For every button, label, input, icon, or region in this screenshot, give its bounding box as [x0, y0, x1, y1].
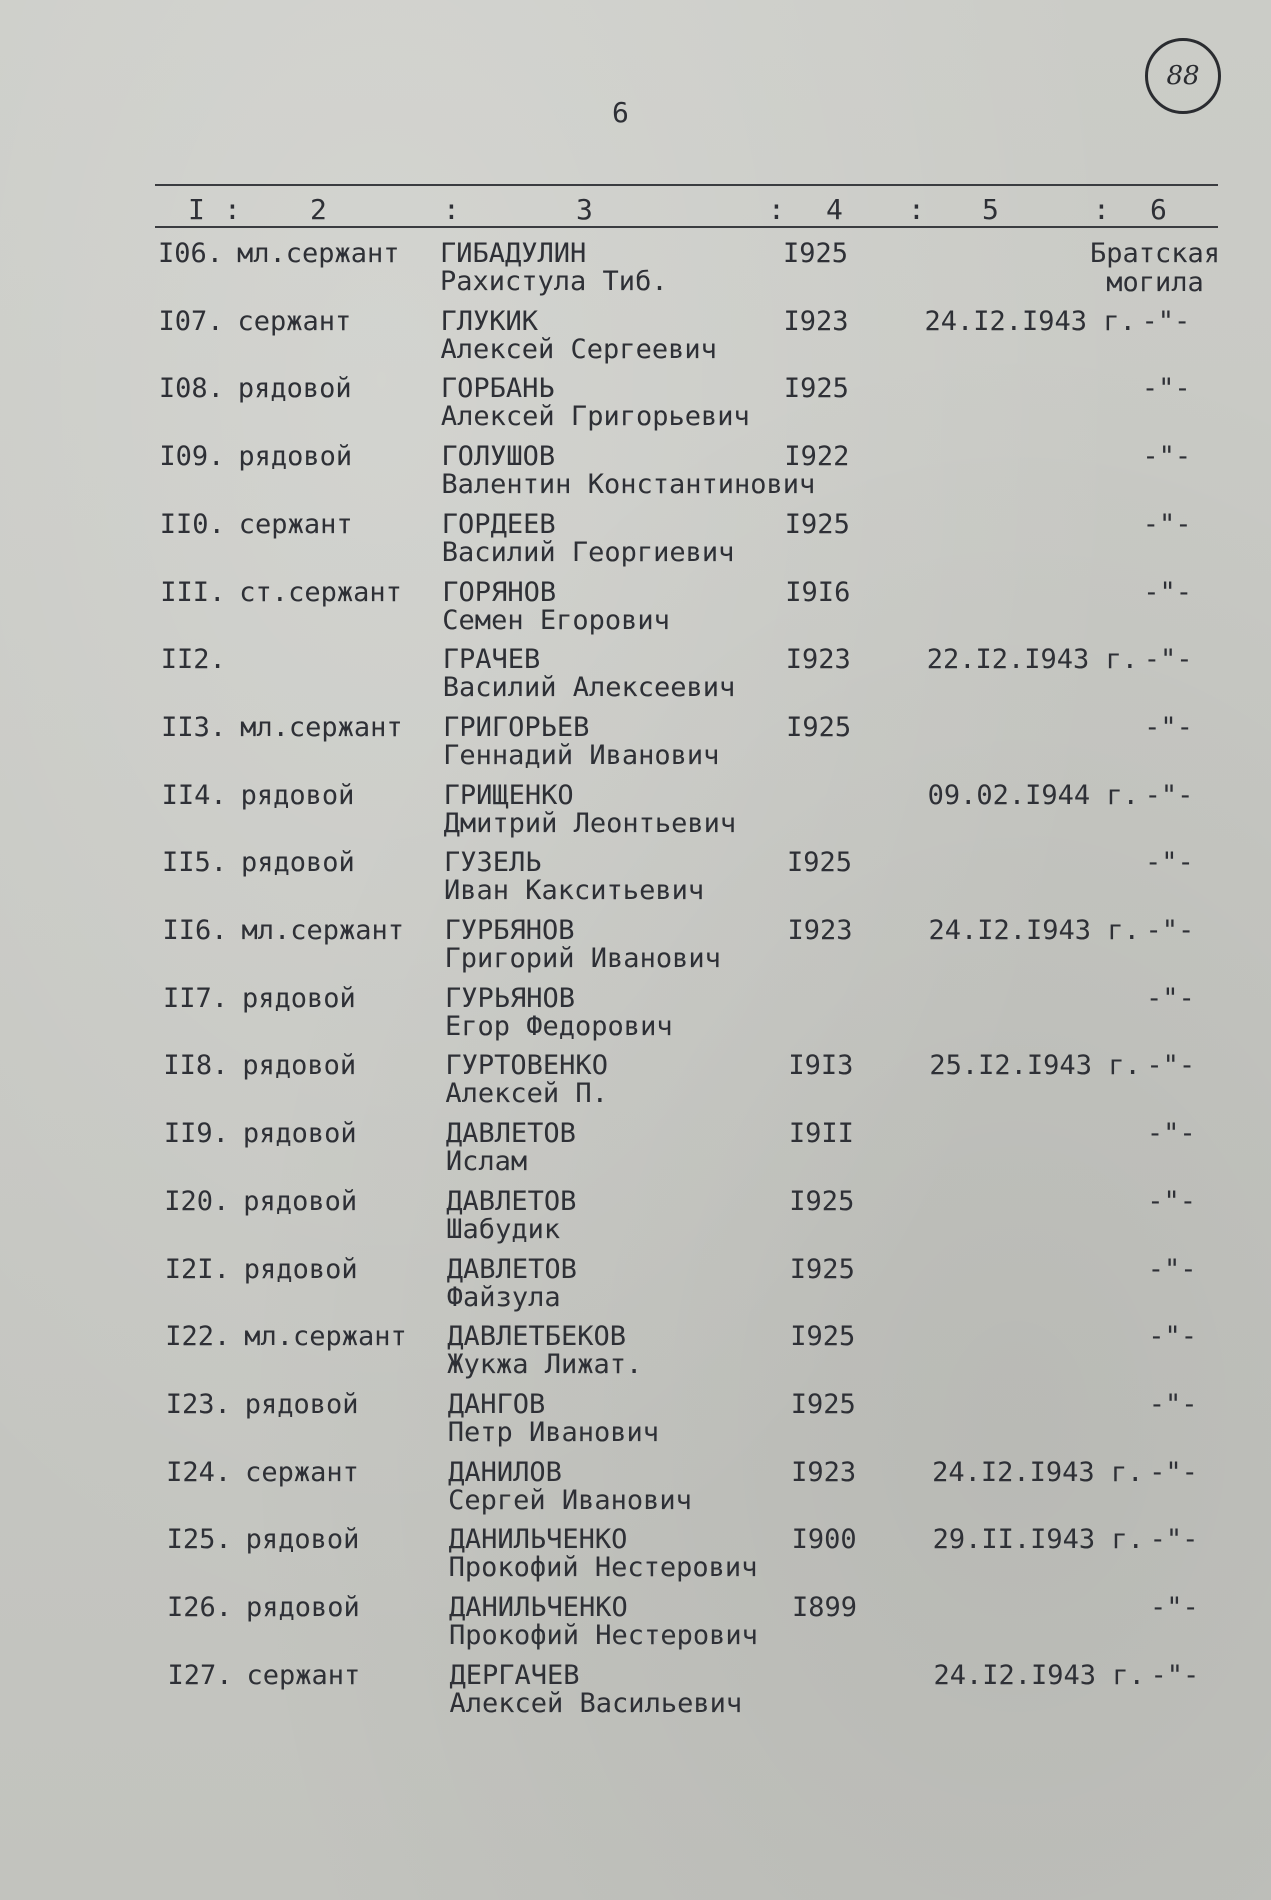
archive-sheet-number: 88: [1166, 61, 1200, 91]
surname: ДАВЛЕТОВ: [446, 1253, 577, 1285]
burial-place: -"-: [1148, 1321, 1197, 1353]
entry-number: II8.: [163, 1050, 229, 1082]
birth-year: I923: [785, 644, 851, 676]
column-separator: :: [224, 193, 241, 226]
surname: ГОРБАНЬ: [440, 373, 555, 405]
burial-place: -"-: [1144, 779, 1194, 811]
rank: сержант: [245, 1456, 359, 1488]
entry-number: I2I.: [164, 1253, 230, 1285]
entry-number: I25.: [166, 1524, 232, 1556]
surname: ГИБАДУЛИН: [440, 238, 587, 269]
table-row: [0, 778, 1271, 846]
table-row: [0, 1522, 1271, 1590]
burial-place: -"-: [1147, 1185, 1197, 1217]
birth-year: I925: [789, 1253, 855, 1285]
given-names: Григорий Иванович: [444, 943, 721, 974]
rank: мл.сержант: [237, 238, 400, 269]
burial-place: -"-: [1149, 1456, 1198, 1488]
death-date: 22.I2.I943 г.: [926, 644, 1139, 676]
table-row: [0, 575, 1271, 643]
birth-year: I9I3: [788, 1050, 854, 1082]
entry-number: II9.: [163, 1118, 229, 1150]
entry-number: II2.: [160, 644, 226, 676]
given-names: Егор Федорович: [445, 1010, 673, 1042]
entry-number: II4.: [161, 779, 227, 811]
rank: рядовой: [238, 441, 353, 473]
burial-place: -"-: [1144, 711, 1193, 743]
birth-year: I9II: [788, 1118, 854, 1150]
burial-place: -"-: [1142, 508, 1192, 540]
death-date: 29.II.I943 г.: [932, 1524, 1144, 1556]
birth-year: I925: [787, 847, 853, 879]
rank: мл.сержант: [244, 1321, 407, 1353]
surname: ДЕРГАЧЕВ: [449, 1659, 580, 1691]
death-date: 25.I2.I943 г.: [929, 1050, 1141, 1082]
burial-place: -"-: [1143, 644, 1193, 676]
entry-number: I26.: [167, 1592, 233, 1623]
death-date: 24.I2.I943 г.: [924, 305, 1136, 337]
burial-place: -"-: [1145, 847, 1194, 879]
entry-number: II5.: [162, 847, 228, 879]
surname: ГОРЯНОВ: [442, 576, 557, 608]
given-names: Дмитрий Леонтьевич: [443, 807, 737, 839]
column-header-6: 6: [1150, 193, 1167, 226]
given-names: Ислам: [445, 1146, 528, 1178]
column-header-1: I: [188, 193, 205, 226]
given-names: Файзула: [446, 1281, 561, 1313]
table-row: [0, 1658, 1271, 1726]
given-names: Алексей П.: [445, 1078, 608, 1110]
birth-year: I925: [784, 508, 850, 540]
surname: ДАНГОВ: [447, 1388, 546, 1420]
birth-year: I925: [789, 1185, 855, 1217]
table-row: [0, 439, 1271, 507]
table-row: [0, 1590, 1271, 1658]
surname: ГУЗЕЛЬ: [444, 847, 542, 879]
birth-year: I925: [783, 373, 849, 405]
table-row: [0, 845, 1271, 913]
surname: ГОЛУШОВ: [441, 441, 556, 473]
birth-year: I899: [792, 1592, 858, 1623]
rank: рядовой: [242, 1050, 357, 1082]
entry-number: I23.: [165, 1388, 231, 1420]
surname: ДАНИЛЬЧЕНКО: [448, 1524, 628, 1556]
burial-place: -"-: [1142, 441, 1192, 473]
burial-place: -"-: [1148, 1388, 1198, 1420]
surname: ГРИГОРЬЕВ: [443, 711, 590, 743]
given-names: Жукжа Лижат.: [447, 1349, 643, 1381]
entry-number: I22.: [165, 1321, 231, 1353]
given-names: Алексей Григорьевич: [440, 401, 750, 433]
given-names: Шабудик: [446, 1213, 561, 1245]
given-names: Петр Иванович: [447, 1416, 660, 1448]
table-row: [0, 371, 1271, 439]
entry-number: I20.: [164, 1185, 230, 1217]
surname: ДАВЛЕТБЕКОВ: [447, 1321, 626, 1353]
given-names: Семен Егорович: [442, 604, 670, 636]
header-rule-bottom: [155, 226, 1218, 228]
entry-number: I06.: [158, 238, 224, 269]
table-row: [0, 507, 1271, 575]
given-names: Алексей Сергеевич: [440, 333, 717, 365]
burial-place: -"-: [1145, 915, 1195, 946]
burial-place: -"-: [1146, 982, 1195, 1014]
given-names: Василий Георгиевич: [441, 536, 735, 568]
surname: ДАВЛЕТОВ: [446, 1185, 577, 1217]
surname: ДАВЛЕТОВ: [445, 1118, 576, 1150]
rank: сержант: [237, 305, 352, 337]
birth-year: I923: [783, 305, 849, 337]
rank: мл.сержант: [241, 915, 405, 946]
death-date: 09.02.I944 г.: [927, 779, 1139, 811]
burial-place: -"-: [1143, 576, 1193, 608]
birth-year: I9I6: [785, 576, 851, 608]
table-row: [0, 304, 1271, 372]
table-row: [0, 1184, 1271, 1252]
table-row: [0, 1455, 1271, 1523]
given-names: Иван Какситьевич: [444, 875, 705, 907]
rank: рядовой: [243, 1185, 358, 1217]
burial-place: -"-: [1141, 373, 1191, 405]
rank: сержант: [238, 508, 353, 540]
given-names: Прокофий Нестерович: [449, 1620, 758, 1651]
rank: ст.сержант: [239, 576, 402, 608]
rank: рядовой: [244, 1388, 359, 1420]
rank: рядовой: [242, 1118, 357, 1150]
page-number: 6: [612, 96, 629, 129]
column-separator: :: [1093, 193, 1110, 226]
entry-number: II6.: [162, 915, 228, 946]
surname: ДАНИЛЬЧЕНКО: [449, 1592, 628, 1623]
death-date: 24.I2.I943 г.: [932, 1456, 1144, 1488]
burial-place: -"-: [1146, 1050, 1196, 1082]
column-header-4: 4: [826, 193, 843, 226]
entry-number: I27.: [167, 1659, 233, 1691]
entry-number: III.: [160, 576, 226, 608]
rank: мл.сержант: [240, 711, 403, 743]
table-row: [0, 642, 1271, 710]
surname: ГОРДЕЕВ: [441, 508, 556, 540]
surname: ГРАЧЕВ: [442, 644, 541, 676]
rank: рядовой: [245, 1524, 360, 1556]
entry-number: I08.: [158, 373, 224, 405]
birth-year: I925: [783, 238, 849, 269]
given-names: Василий Алексеевич: [442, 672, 736, 704]
table-row: [0, 1252, 1271, 1320]
burial-place: -"-: [1146, 1118, 1196, 1150]
rank: рядовой: [243, 1253, 358, 1285]
column-header-5: 5: [982, 193, 999, 226]
given-names: Алексей Васильевич: [449, 1687, 743, 1719]
birth-year: I900: [791, 1524, 857, 1556]
burial-place: -"-: [1150, 1659, 1200, 1691]
column-separator: :: [908, 193, 925, 226]
archive-sheet-stamp: [1145, 38, 1221, 114]
rank: рядовой: [242, 982, 356, 1014]
surname: ГУРТОВЕНКО: [445, 1050, 608, 1082]
birth-year: I922: [784, 441, 850, 473]
column-separator: :: [443, 193, 460, 226]
birth-year: I925: [786, 711, 852, 743]
burial-place: Братская могила: [1090, 238, 1221, 298]
surname: ГЛУКИК: [440, 305, 539, 337]
burial-place: -"-: [1150, 1592, 1199, 1623]
rank: рядовой: [237, 373, 352, 405]
column-header-2: 2: [310, 193, 327, 226]
given-names: Валентин Константинович: [441, 469, 816, 501]
rank: сержант: [246, 1659, 361, 1691]
entry-number: II0.: [159, 508, 225, 540]
birth-year: I925: [790, 1388, 856, 1420]
column-header-3: 3: [576, 193, 593, 226]
rank: рядовой: [240, 779, 355, 811]
table-row: [0, 913, 1271, 981]
rank: рядовой: [241, 847, 355, 879]
surname: ГУРБЯНОВ: [444, 915, 575, 946]
surname: ГУРЬЯНОВ: [445, 982, 576, 1014]
given-names: Сергей Иванович: [448, 1484, 692, 1516]
header-rule-top: [155, 184, 1218, 186]
entry-number: II3.: [161, 711, 227, 743]
burial-place: -"-: [1149, 1524, 1199, 1556]
table-row: [0, 1387, 1271, 1455]
entry-number: I24.: [166, 1456, 232, 1488]
table-row: [0, 1319, 1271, 1387]
birth-year: I923: [787, 915, 853, 946]
table-row: [0, 1116, 1271, 1184]
burial-place: -"-: [1147, 1253, 1197, 1285]
death-date: 24.I2.I943 г.: [928, 915, 1140, 946]
surname: ГРИЩЕНКО: [443, 779, 574, 811]
column-separator: :: [768, 193, 785, 226]
table-row: [0, 1048, 1271, 1116]
entry-number: II7.: [163, 982, 229, 1014]
rank: рядовой: [246, 1592, 360, 1623]
table-row: [0, 236, 1271, 304]
table-row: [0, 710, 1271, 778]
surname: ДАНИЛОВ: [448, 1456, 562, 1488]
birth-year: I925: [790, 1321, 856, 1353]
birth-year: I923: [791, 1456, 857, 1488]
burial-place: -"-: [1141, 305, 1191, 337]
entry-number: I07.: [158, 305, 224, 337]
given-names: Геннадий Иванович: [443, 739, 720, 771]
death-date: 24.I2.I943 г.: [933, 1659, 1145, 1691]
entry-number: I09.: [159, 441, 225, 473]
table-row: [0, 981, 1271, 1049]
given-names: Рахистула Тиб.: [440, 266, 668, 297]
given-names: Прокофий Нестерович: [448, 1552, 758, 1584]
